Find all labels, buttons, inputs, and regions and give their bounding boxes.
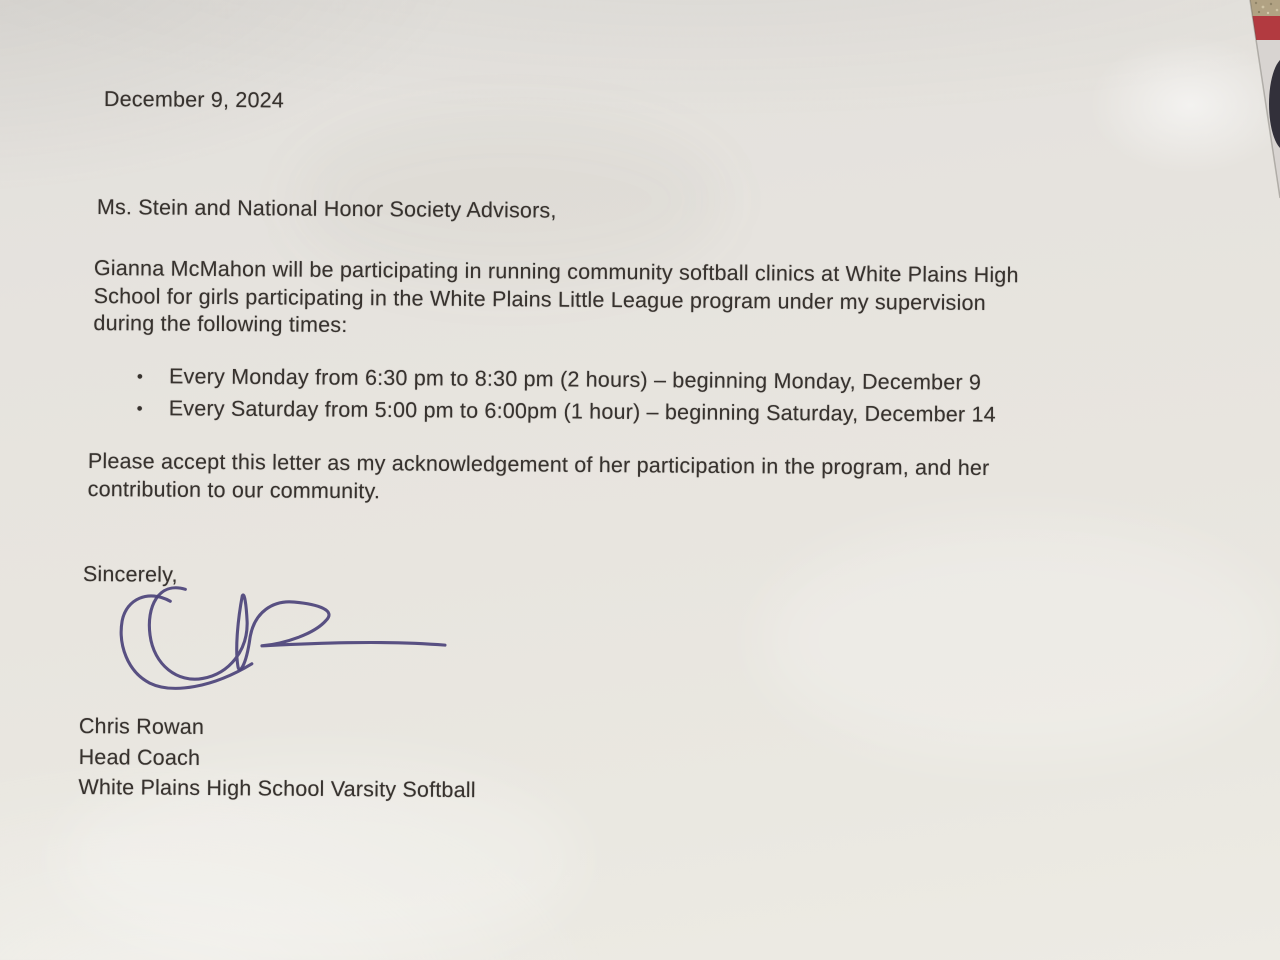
body-line: contribution to our community.	[87, 476, 381, 504]
signature-stroke	[149, 588, 445, 681]
body-line: Please accept this letter as my acknowledgement of her participation in the program, and her	[87, 448, 990, 481]
handwritten-signature	[98, 577, 469, 705]
signature-block	[78, 711, 476, 806]
letter-salutation: Ms. Stein and National Honor Society Advisors,	[96, 195, 557, 223]
bullet-icon: •	[136, 366, 144, 387]
paper-shading	[760, 520, 1280, 760]
signer-organization: White Plains High School Varsity Softball	[78, 774, 476, 803]
bullet-text: Every Saturday from 5:00 pm to 6:00pm (1 hour) – beginning Saturday, December 14	[168, 396, 996, 427]
bullet-text: Every Monday from 6:30 pm to 8:30 pm (2 hours) – beginning Monday, December 9	[168, 364, 982, 395]
schedule-bullet-list	[136, 361, 996, 432]
letter-closing: Sincerely,	[82, 562, 178, 587]
body-line: Gianna McMahon will be participating in running community softball clinics at White Plains High	[93, 255, 1019, 288]
letter-body-paragraph-2	[88, 447, 990, 510]
letter-body-paragraph-1	[93, 255, 1018, 345]
signature-stroke	[121, 596, 253, 689]
red-strip	[1240, 16, 1280, 40]
letter-date: December 9, 2024	[103, 87, 285, 113]
tan-speckled-surface	[1240, 0, 1280, 16]
body-line: School for girls participating in the White Plains Little League program under my supervision	[93, 283, 986, 315]
signer-title: Head Coach	[78, 744, 201, 770]
body-line: during the following times:	[93, 310, 348, 337]
bullet-icon: •	[136, 398, 143, 419]
list-item	[136, 393, 995, 432]
signer-name: Chris Rowan	[78, 713, 205, 739]
